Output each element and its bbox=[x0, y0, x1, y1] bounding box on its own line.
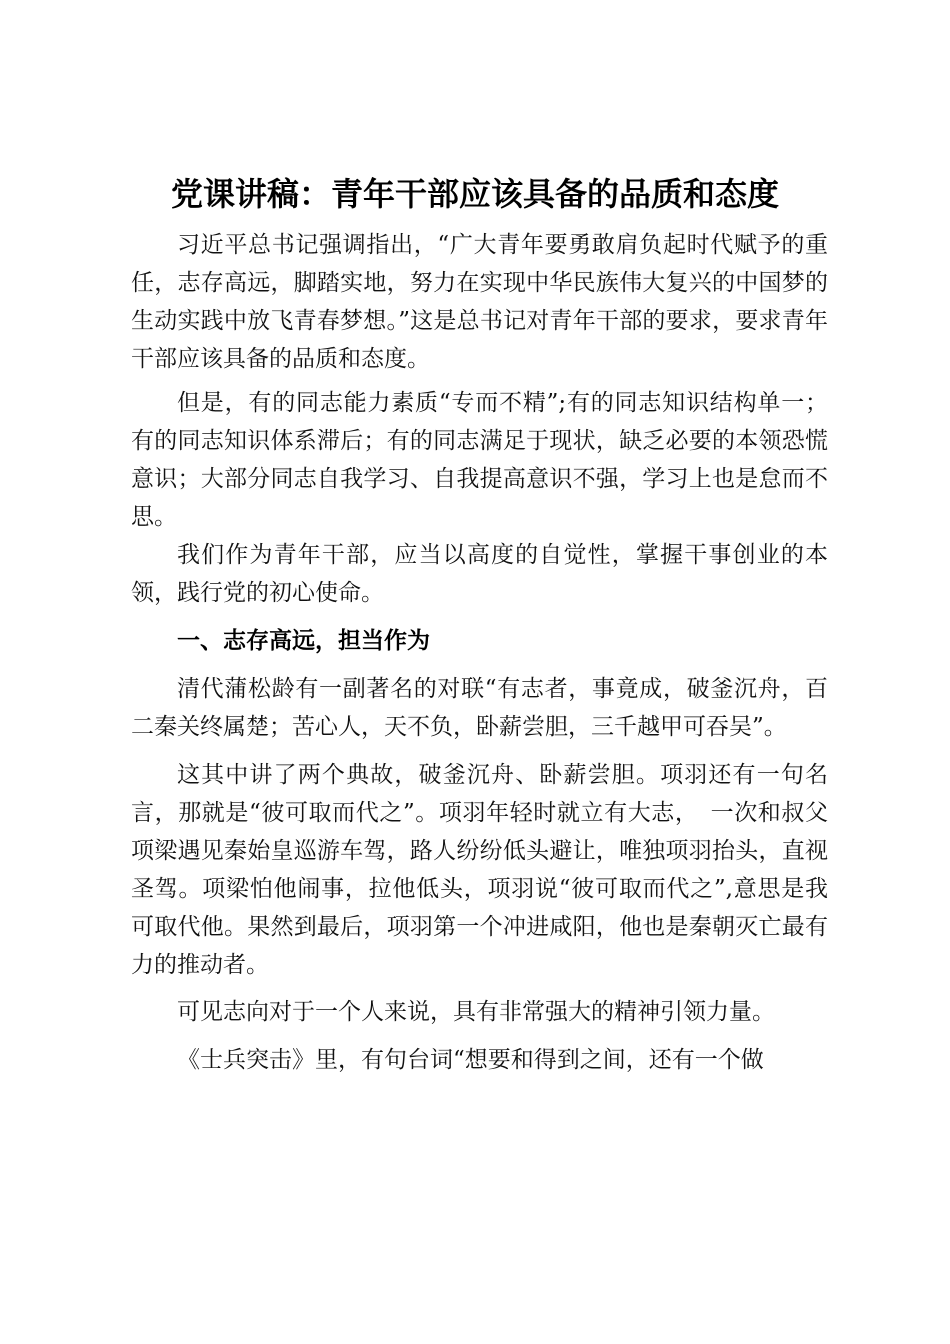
couplet-paragraph: 清代蒲松龄有一副著名的对联“有志者，事竟成，破釜沉舟，百二秦关终属楚；苦心人，天不负，卧薪尝胆，三千越甲可吞吴”。 bbox=[131, 676, 828, 740]
mission-paragraph: 我们作为青年干部，应当以高度的自觉性，掌握干事创业的本领，践行党的初心使命。 bbox=[131, 542, 828, 606]
intro-paragraph: 习近平总书记强调指出，“广大青年要勇敢肩负起时代赋予的重任，志存高远，脚踏实地，努力在实现中华民族伟大复兴的中国梦的生动实践中放飞青春梦想。”这是总书记对青年干部的要求，要求青年干部应该具备的品质和态度。 bbox=[131, 232, 828, 372]
xiang-yu-paragraph: 这其中讲了两个典故，破釜沉舟、卧薪尝胆。项羽还有一句名言，那就是“彼可取而代之”。项羽年轻时就立有大志， 一次和叔父项梁遇见秦始皇巡游车驾，路人纷纷低头避让，唯独项羽抬头，直视圣驾。项梁怕他闹事，拉他低头，项羽说“彼可取而代之”,意思是我可取代他。果然到最后，项羽第一个冲进咸阳，他也是秦朝灭亡最有力的推动者。 bbox=[131, 762, 828, 978]
section-heading: 一、志存高远，担当作为 bbox=[177, 628, 430, 654]
problems-paragraph: 但是，有的同志能力素质“专而不精”;有的同志知识结构单一；有的同志知识体系滞后；有的同志满足于现状，缺乏必要的本领恐慌意识；大部分同志自我学习、自我提高意识不强，学习上也是怠而不思。 bbox=[131, 390, 828, 530]
soldier-quote-paragraph: 《士兵突击》里，有句台词“想要和得到之间，还有一个做 bbox=[177, 1047, 764, 1073]
ambition-paragraph: 可见志向对于一个人来说，具有非常强大的精神引领力量。 bbox=[177, 999, 775, 1025]
document-title: 党课讲稿：青年干部应该具备的品质和态度 bbox=[170, 175, 779, 213]
